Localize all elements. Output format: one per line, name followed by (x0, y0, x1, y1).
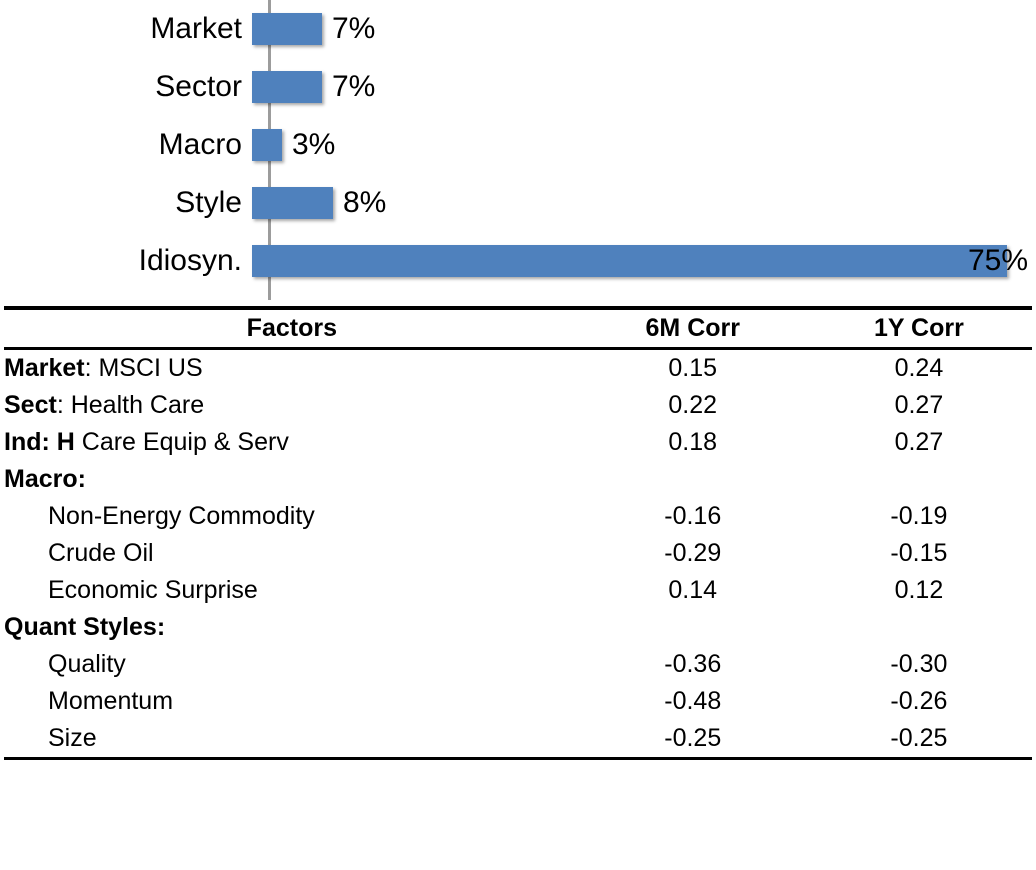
table-row (4, 646, 1032, 683)
bar-value-label: 75% (967, 244, 1028, 277)
cell-1y-corr: -0.30 (890, 650, 948, 678)
cell-6m-corr: 0.15 (668, 354, 718, 382)
bar (252, 13, 322, 45)
factor-name-lead: Market (4, 354, 85, 382)
cell-6m-corr: 0.14 (668, 576, 718, 604)
cell-1y-corr: 0.27 (894, 428, 944, 456)
table-body (4, 349, 1032, 759)
bar-track (252, 116, 1036, 174)
bar-category-label: Idiosyn. (138, 244, 242, 277)
table-row (4, 461, 1032, 498)
bar (252, 187, 333, 219)
bar-list (0, 0, 1036, 290)
factor-correlation-table-section (0, 306, 1036, 764)
table-row (4, 349, 1032, 388)
cell-1y-corr: -0.25 (890, 724, 948, 752)
bar-row (0, 58, 1036, 116)
cell-1y-corr: -0.15 (890, 539, 948, 567)
bar-track (252, 0, 1036, 58)
bar (252, 129, 282, 161)
table-head (4, 308, 1032, 349)
factor-name-rest: : MSCI US (84, 354, 203, 382)
factor-name-lead: Ind: H (4, 428, 75, 456)
factor-name-rest: : Health Care (56, 391, 205, 419)
cell-6m-corr: -0.36 (664, 650, 722, 678)
table-row (4, 572, 1032, 609)
cell-1y-corr: -0.19 (890, 502, 948, 530)
table-bottom-rule (4, 759, 1032, 765)
bar-category-label: Style (175, 186, 242, 219)
table-row (4, 424, 1032, 461)
factor-name-lead: Sect (4, 391, 57, 419)
bar-track (252, 174, 1036, 232)
cell-factor-name: Momentum (48, 687, 174, 715)
bar-row (0, 0, 1036, 58)
cell-6m-corr: -0.25 (664, 724, 722, 752)
table-row (4, 720, 1032, 759)
cell-1y-corr (806, 461, 1032, 498)
factor-name-rest: Care Equip & Serv (74, 428, 289, 456)
column-header-1y-corr: 1Y Corr (806, 308, 1032, 349)
cell-factor-name (4, 349, 580, 388)
bar (252, 245, 1007, 277)
table-header-row (4, 308, 1032, 349)
bar-value-label: 7% (332, 70, 376, 103)
cell-factor-name: Non-Energy Commodity (48, 502, 315, 530)
cell-1y-corr (806, 609, 1032, 646)
table-row (4, 683, 1032, 720)
cell-1y-corr: 0.24 (894, 354, 944, 382)
cell-factor-name: Economic Surprise (48, 576, 258, 604)
column-header-factors: Factors (4, 308, 580, 349)
bar-track (252, 58, 1036, 116)
bar-value-label: 3% (292, 128, 336, 161)
cell-6m-corr (580, 461, 806, 498)
cell-1y-corr: 0.27 (894, 391, 944, 419)
cell-6m-corr: -0.48 (664, 687, 722, 715)
cell-factor-name: Crude Oil (48, 539, 154, 567)
factor-correlation-table (4, 306, 1032, 764)
bar (252, 71, 322, 103)
cell-6m-corr (580, 609, 806, 646)
cell-factor-name: Quality (48, 650, 126, 678)
bar-value-label: 8% (343, 186, 387, 219)
bar-category-label: Market (150, 12, 242, 45)
table-row (4, 387, 1032, 424)
factor-attribution-bar-chart (0, 0, 1036, 306)
cell-1y-corr: -0.26 (890, 687, 948, 715)
cell-factor-name (4, 424, 580, 461)
cell-factor-name: Quant Styles: (4, 613, 166, 641)
cell-1y-corr: 0.12 (894, 576, 944, 604)
bar-value-label: 7% (332, 12, 376, 45)
cell-6m-corr: -0.29 (664, 539, 722, 567)
cell-6m-corr: 0.18 (668, 428, 718, 456)
bar-row (0, 116, 1036, 174)
cell-factor-name: Macro: (4, 465, 86, 493)
column-header-6m-corr: 6M Corr (580, 308, 806, 349)
table-row (4, 609, 1032, 646)
bar-row (0, 174, 1036, 232)
bar-category-label: Sector (155, 70, 242, 103)
cell-6m-corr: -0.16 (664, 502, 722, 530)
cell-factor-name (4, 387, 580, 424)
bar-row (0, 232, 1036, 290)
cell-6m-corr: 0.22 (668, 391, 718, 419)
bar-track (252, 232, 1036, 290)
cell-factor-name: Size (48, 724, 97, 752)
table-row (4, 498, 1032, 535)
table-foot (4, 759, 1032, 765)
bar-category-label: Macro (158, 128, 242, 161)
bottom-rule-cell (4, 759, 1032, 765)
table-row (4, 535, 1032, 572)
